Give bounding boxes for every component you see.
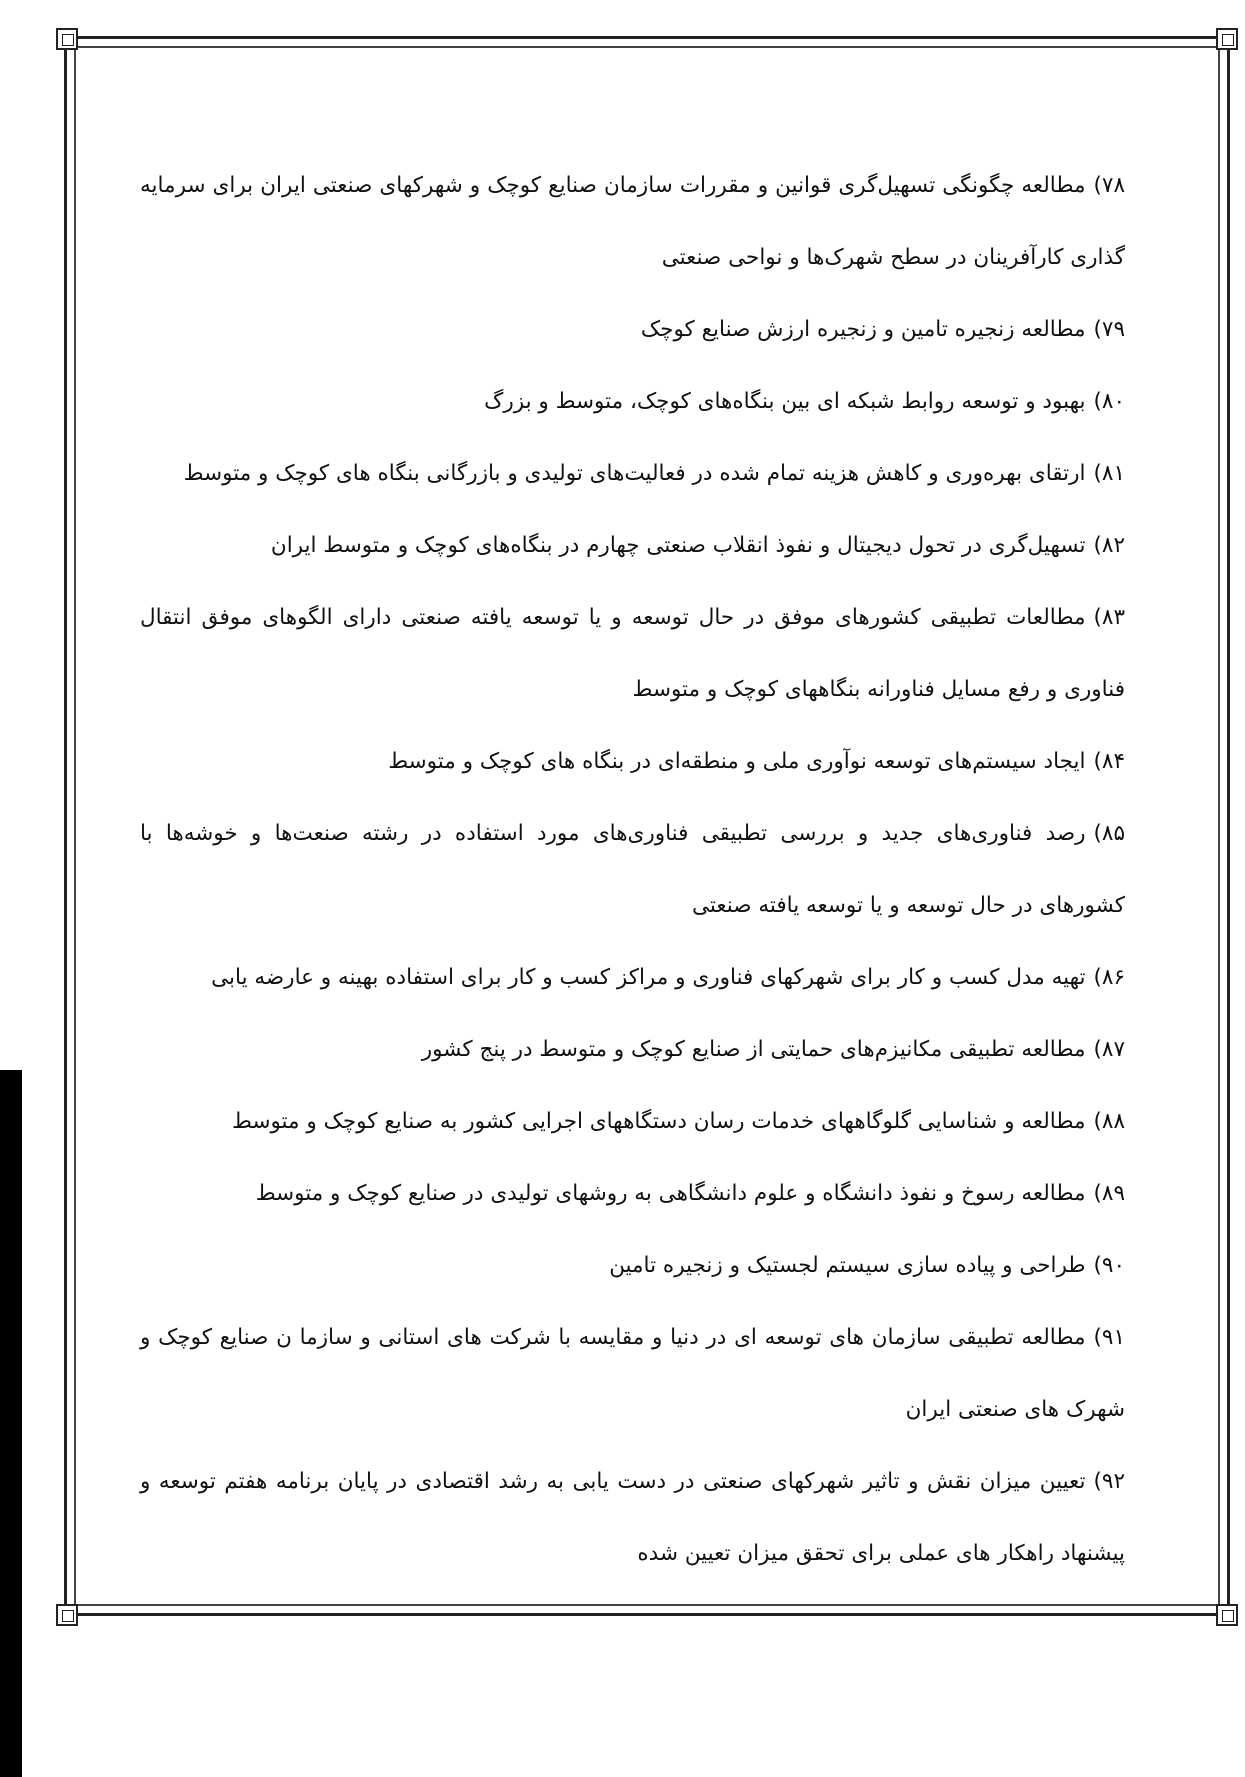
item-text: تسهیل‌گری در تحول دیجیتال و نفوذ انقلاب صنعتی چهارم در بنگاه‌های کوچک و متوسط ایران bbox=[270, 533, 1086, 558]
list-item bbox=[140, 510, 1125, 582]
numbered-list bbox=[140, 150, 1125, 1590]
item-number: ۸۲) bbox=[1093, 533, 1125, 558]
border-corner-ornament bbox=[1216, 28, 1238, 50]
list-item bbox=[140, 726, 1125, 798]
item-number: ۸۰) bbox=[1093, 389, 1125, 414]
item-number: ۸۶) bbox=[1093, 965, 1125, 990]
item-text: تعیین میزان نقش و تاثیر شهرکهای صنعتی در دست یابی به رشد اقتصادی در پایان برنامه هفتم توسعه و پیشنهاد راهکار های عملی برای تحقق میزان تعیین شده bbox=[140, 1469, 1125, 1566]
border-corner-ornament bbox=[56, 28, 78, 50]
item-number: ۹۰) bbox=[1093, 1253, 1125, 1278]
list-item bbox=[140, 1446, 1125, 1590]
item-number: ۸۴) bbox=[1093, 749, 1125, 774]
list-item bbox=[140, 798, 1125, 942]
list-item bbox=[140, 294, 1125, 366]
list-item bbox=[140, 150, 1125, 294]
list-item bbox=[140, 1230, 1125, 1302]
border-corner-ornament bbox=[1216, 1604, 1238, 1626]
item-number: ۸۸) bbox=[1093, 1109, 1125, 1134]
list-item bbox=[140, 1158, 1125, 1230]
item-text: مطالعه تطبیقی مکانیزم‌های حمایتی از صنایع کوچک و متوسط در پنج کشور bbox=[421, 1037, 1086, 1062]
list-item bbox=[140, 582, 1125, 726]
item-text: مطالعه چگونگی تسهیل‌گری قوانین و مقررات سازمان صنایع کوچک و شهرکهای صنعتی ایران برای سرمایه گذاری کارآفرینان در سطح شهرک‌ها و نواحی صنعتی bbox=[140, 173, 1125, 270]
item-number: ۸۷) bbox=[1093, 1037, 1125, 1062]
item-number: ۸۳) bbox=[1093, 605, 1125, 630]
list-item bbox=[140, 438, 1125, 510]
border-corner-ornament bbox=[56, 1604, 78, 1626]
item-text: مطالعه رسوخ و نفوذ دانشگاه و علوم دانشگاهی به روشهای تولیدی در صنایع کوچک و متوسط bbox=[255, 1181, 1086, 1206]
item-text: مطالعه تطبیقی سازمان های توسعه ای در دنیا و مقایسه با شرکت های استانی و سازما ن صنایع کوچک و شهرک های صنعتی ایران bbox=[140, 1325, 1125, 1422]
item-text: رصد فناوری‌های جدید و بررسی تطبیقی فناوری‌های مورد استفاده در رشته صنعت‌ها و خوشه‌ها با کشورهای در حال توسعه و یا توسعه یافته صنعتی bbox=[140, 821, 1125, 918]
item-number: ۷۸) bbox=[1093, 173, 1125, 198]
item-number: ۹۱) bbox=[1093, 1325, 1125, 1350]
item-text: مطالعات تطبیقی کشورهای موفق در حال توسعه و یا توسعه یافته صنعتی دارای الگوهای موفق انتقال فناوری و رفع مسایل فناورانه بنگاههای کوچک و متوسط bbox=[140, 605, 1125, 702]
item-number: ۹۲) bbox=[1093, 1469, 1125, 1494]
item-text: مطالعه زنجیره تامین و زنجیره ارزش صنایع کوچک bbox=[640, 317, 1086, 342]
list-item bbox=[140, 1302, 1125, 1446]
item-number: ۸۹) bbox=[1093, 1181, 1125, 1206]
item-number: ۸۵) bbox=[1093, 821, 1125, 846]
item-text: تهیه مدل کسب و کار برای شهرکهای فناوری و مراکز کسب و کار برای استفاده بهینه و عارضه یابی bbox=[211, 965, 1086, 990]
item-text: طراحی و پیاده سازی سیستم لجستیک و زنجیره تامین bbox=[609, 1253, 1086, 1278]
item-text: ارتقای بهره‌وری و کاهش هزینه تمام شده در فعالیت‌های تولیدی و بازرگانی بنگاه های کوچک و متوسط bbox=[183, 461, 1086, 486]
item-text: مطالعه و شناسایی گلوگاههای خدمات رسان دستگاههای اجرایی کشور به صنایع کوچک و متوسط bbox=[232, 1109, 1086, 1134]
list-item bbox=[140, 366, 1125, 438]
list-item bbox=[140, 942, 1125, 1014]
item-text: ایجاد سیستم‌های توسعه نوآوری ملی و منطقه‌ای در بنگاه های کوچک و متوسط bbox=[388, 749, 1086, 774]
item-text: بهبود و توسعه روابط شبکه ای بین بنگاه‌های کوچک، متوسط و بزرگ bbox=[484, 389, 1086, 414]
list-item bbox=[140, 1014, 1125, 1086]
list-item bbox=[140, 1086, 1125, 1158]
scan-edge-shadow bbox=[0, 1070, 22, 1777]
item-number: ۷۹) bbox=[1093, 317, 1125, 342]
item-number: ۸۱) bbox=[1093, 461, 1125, 486]
